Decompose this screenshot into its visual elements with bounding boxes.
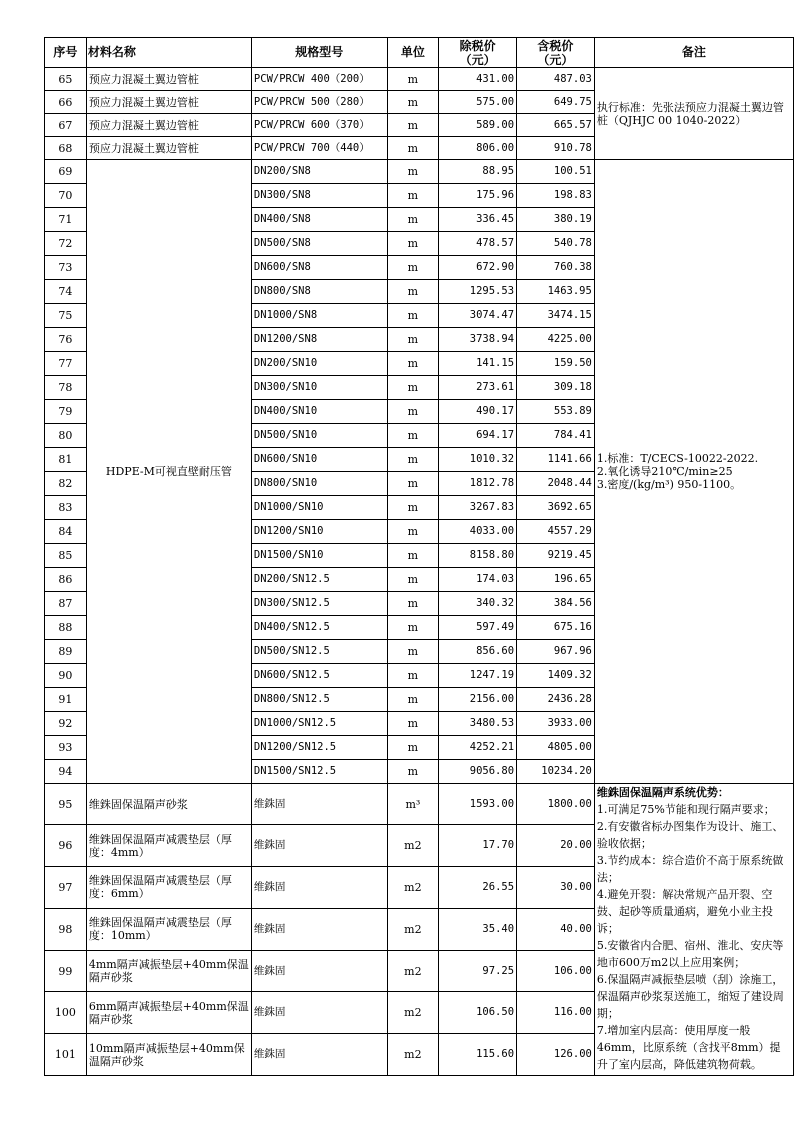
price-ex-tax: 88.95	[439, 160, 517, 184]
spec: DN200/SN10	[251, 352, 387, 376]
row-no: 85	[45, 544, 87, 568]
unit: m	[387, 376, 439, 400]
price-ex-tax: 3480.53	[439, 712, 517, 736]
unit: m2	[387, 867, 439, 909]
row-no: 87	[45, 592, 87, 616]
price-ex-tax: 1295.53	[439, 280, 517, 304]
header-price-inc	[517, 38, 595, 68]
spec: DN500/SN12.5	[251, 640, 387, 664]
spec: DN1200/SN8	[251, 328, 387, 352]
unit: m³	[387, 784, 439, 825]
unit: m	[387, 280, 439, 304]
spec: PCW/PRCW 500（280）	[251, 91, 387, 114]
price-inc-tax: 675.16	[517, 616, 595, 640]
row-no: 86	[45, 568, 87, 592]
spec: 维銖固	[251, 825, 387, 867]
header-spec: 规格型号	[251, 38, 387, 68]
spec: DN1200/SN12.5	[251, 736, 387, 760]
price-inc-tax: 4225.00	[517, 328, 595, 352]
unit: m	[387, 160, 439, 184]
unit: m	[387, 616, 439, 640]
material-name: 4mm隔声减振垫层+40mm保温隔声砂浆	[86, 950, 251, 992]
unit: m	[387, 400, 439, 424]
price-inc-tax: 784.41	[517, 424, 595, 448]
price-inc-tax: 198.83	[517, 184, 595, 208]
price-ex-tax: 575.00	[439, 91, 517, 114]
price-ex-tax: 8158.80	[439, 544, 517, 568]
price-inc-tax: 910.78	[517, 137, 595, 160]
material-name: 预应力混凝土翼边管桩	[86, 68, 251, 91]
price-inc-tax: 159.50	[517, 352, 595, 376]
price-ex-tax: 694.17	[439, 424, 517, 448]
price-ex-tax: 3267.83	[439, 496, 517, 520]
row-no: 75	[45, 304, 87, 328]
spec: 维銖固	[251, 784, 387, 825]
unit: m	[387, 568, 439, 592]
unit: m	[387, 688, 439, 712]
price-inc-tax: 126.00	[517, 1034, 595, 1076]
unit: m	[387, 472, 439, 496]
spec: DN600/SN8	[251, 256, 387, 280]
price-inc-tax: 540.78	[517, 232, 595, 256]
unit: m	[387, 496, 439, 520]
price-ex-tax: 1010.32	[439, 448, 517, 472]
spec: 维銖固	[251, 1034, 387, 1076]
group-c-body	[45, 784, 794, 1076]
price-ex-tax: 115.60	[439, 1034, 517, 1076]
spec: DN200/SN8	[251, 160, 387, 184]
group-c-note-body: 1.可满足75%节能和现行隔声要求； 2.有安徽省标办图集作为设计、施工、验收依据； 3.节约成本：综合造价不高于原系统做法； 4.避免开裂：解决常规产品开裂、空鼓、起砂等质量通病，避免小业主投诉； 5.安徽省内合肥、宿州、淮北、安庆等地市600万m2以上应用案例； 6.保温隔声减振垫层喷（刮）涂施工，保温隔声砂浆泵送施工，缩短了建设周期； 7.增加室内层高：使用厚度一般46mm，比原系统（含找平8mm）提升了室内层高，降低建筑物荷载。	[596, 803, 784, 1071]
spec: PCW/PRCW 600（370）	[251, 114, 387, 137]
spec: DN500/SN8	[251, 232, 387, 256]
row-no: 92	[45, 712, 87, 736]
spec: DN800/SN8	[251, 280, 387, 304]
row-no: 76	[45, 328, 87, 352]
row-no: 80	[45, 424, 87, 448]
unit: m2	[387, 825, 439, 867]
unit: m	[387, 424, 439, 448]
unit: m	[387, 232, 439, 256]
row-no: 96	[45, 825, 87, 867]
row-no: 99	[45, 950, 87, 992]
header-row	[45, 38, 794, 68]
material-name: 维銖固保温隔声减震垫层（厚度：4mm）	[86, 825, 251, 867]
price-inc-tax: 3692.65	[517, 496, 595, 520]
header-price-ex	[439, 38, 517, 68]
price-ex-tax: 3738.94	[439, 328, 517, 352]
group-a-body	[45, 68, 794, 160]
price-inc-tax: 196.65	[517, 568, 595, 592]
unit: m	[387, 304, 439, 328]
price-ex-tax: 141.15	[439, 352, 517, 376]
price-inc-tax: 665.57	[517, 114, 595, 137]
price-inc-tax: 106.00	[517, 950, 595, 992]
group-a-note: 执行标准：先张法预应力混凝土翼边管桩（QJHJC 00 1040-2022）	[594, 68, 793, 160]
row-no: 74	[45, 280, 87, 304]
header-name: 材料名称	[86, 38, 251, 68]
material-name: 10mm隔声减振垫层+40mm保温隔声砂浆	[86, 1034, 251, 1076]
price-inc-tax: 10234.20	[517, 760, 595, 784]
price-ex-tax: 431.00	[439, 68, 517, 91]
spec: DN1200/SN10	[251, 520, 387, 544]
unit: m	[387, 328, 439, 352]
material-name: 预应力混凝土翼边管桩	[86, 114, 251, 137]
header-price-ex-unit: （元）	[459, 52, 496, 67]
unit: m	[387, 544, 439, 568]
group-c-note	[594, 784, 793, 1076]
spec: 维銖固	[251, 908, 387, 950]
row-no: 82	[45, 472, 87, 496]
price-ex-tax: 597.49	[439, 616, 517, 640]
price-inc-tax: 1463.95	[517, 280, 595, 304]
price-ex-tax: 175.96	[439, 184, 517, 208]
row-no: 98	[45, 908, 87, 950]
price-ex-tax: 490.17	[439, 400, 517, 424]
price-inc-tax: 1141.66	[517, 448, 595, 472]
price-ex-tax: 174.03	[439, 568, 517, 592]
material-name: 维銖固保温隔声减震垫层（厚度：10mm）	[86, 908, 251, 950]
spec: DN200/SN12.5	[251, 568, 387, 592]
price-ex-tax: 2156.00	[439, 688, 517, 712]
price-inc-tax: 4805.00	[517, 736, 595, 760]
price-ex-tax: 106.50	[439, 992, 517, 1034]
material-name: 维銖固保温隔声砂浆	[86, 784, 251, 825]
price-inc-tax: 553.89	[517, 400, 595, 424]
unit: m2	[387, 1034, 439, 1076]
material-name: HDPE-M可视直壁耐压管	[86, 160, 251, 784]
price-inc-tax: 3933.00	[517, 712, 595, 736]
row-no: 83	[45, 496, 87, 520]
price-inc-tax: 2048.44	[517, 472, 595, 496]
group-b-note: 1.标准：T/CECS-10022-2022. 2.氧化诱导210℃/min≥25 3.密度/(kg/m³) 950-1100。	[594, 160, 793, 784]
row-no: 95	[45, 784, 87, 825]
price-inc-tax: 649.75	[517, 91, 595, 114]
spec: DN300/SN12.5	[251, 592, 387, 616]
header-unit: 单位	[387, 38, 439, 68]
header-price-inc-label: 含税价	[537, 38, 574, 53]
row-no: 66	[45, 91, 87, 114]
row-no: 79	[45, 400, 87, 424]
price-inc-tax: 2436.28	[517, 688, 595, 712]
price-ex-tax: 340.32	[439, 592, 517, 616]
spec: DN600/SN12.5	[251, 664, 387, 688]
unit: m	[387, 68, 439, 91]
spec: DN1500/SN10	[251, 544, 387, 568]
price-inc-tax: 30.00	[517, 867, 595, 909]
row-no: 81	[45, 448, 87, 472]
row-no: 94	[45, 760, 87, 784]
row-no: 89	[45, 640, 87, 664]
price-inc-tax: 100.51	[517, 160, 595, 184]
price-ex-tax: 35.40	[439, 908, 517, 950]
price-inc-tax: 309.18	[517, 376, 595, 400]
row-no: 68	[45, 137, 87, 160]
price-ex-tax: 17.70	[439, 825, 517, 867]
unit: m	[387, 352, 439, 376]
spec: DN400/SN12.5	[251, 616, 387, 640]
row-no: 71	[45, 208, 87, 232]
unit: m2	[387, 992, 439, 1034]
unit: m	[387, 137, 439, 160]
spec: 维銖固	[251, 992, 387, 1034]
header-price-inc-unit: （元）	[537, 52, 574, 67]
spec: 维銖固	[251, 867, 387, 909]
row-no: 88	[45, 616, 87, 640]
spec: PCW/PRCW 700（440）	[251, 137, 387, 160]
price-ex-tax: 1247.19	[439, 664, 517, 688]
row-no: 67	[45, 114, 87, 137]
spec: PCW/PRCW 400（200）	[251, 68, 387, 91]
row-no: 97	[45, 867, 87, 909]
price-inc-tax: 3474.15	[517, 304, 595, 328]
price-ex-tax: 856.60	[439, 640, 517, 664]
row-no: 78	[45, 376, 87, 400]
price-ex-tax: 589.00	[439, 114, 517, 137]
spec: DN400/SN10	[251, 400, 387, 424]
row-no: 77	[45, 352, 87, 376]
price-ex-tax: 1812.78	[439, 472, 517, 496]
price-ex-tax: 273.61	[439, 376, 517, 400]
unit: m	[387, 208, 439, 232]
spec: DN600/SN10	[251, 448, 387, 472]
row-no: 70	[45, 184, 87, 208]
row-no: 100	[45, 992, 87, 1034]
group-c-note-title: 维銖固保温隔声系统优势：	[596, 786, 729, 799]
unit: m	[387, 664, 439, 688]
row-no: 72	[45, 232, 87, 256]
unit: m	[387, 91, 439, 114]
price-inc-tax: 967.96	[517, 640, 595, 664]
unit: m	[387, 256, 439, 280]
unit: m	[387, 592, 439, 616]
group-c-note-clip	[597, 784, 791, 1075]
group-b-body	[45, 160, 794, 784]
spec: DN1000/SN8	[251, 304, 387, 328]
row-no: 101	[45, 1034, 87, 1076]
price-ex-tax: 336.45	[439, 208, 517, 232]
price-inc-tax: 4557.29	[517, 520, 595, 544]
spec: DN400/SN8	[251, 208, 387, 232]
row-no: 69	[45, 160, 87, 184]
price-inc-tax: 380.19	[517, 208, 595, 232]
price-inc-tax: 487.03	[517, 68, 595, 91]
spec: DN500/SN10	[251, 424, 387, 448]
unit: m	[387, 114, 439, 137]
spec: DN300/SN10	[251, 376, 387, 400]
price-inc-tax: 760.38	[517, 256, 595, 280]
row-no: 93	[45, 736, 87, 760]
spec: DN1000/SN10	[251, 496, 387, 520]
unit: m2	[387, 950, 439, 992]
price-ex-tax: 1593.00	[439, 784, 517, 825]
price-ex-tax: 4033.00	[439, 520, 517, 544]
unit: m	[387, 520, 439, 544]
spec: DN800/SN10	[251, 472, 387, 496]
price-ex-tax: 478.57	[439, 232, 517, 256]
unit: m	[387, 760, 439, 784]
price-ex-tax: 97.25	[439, 950, 517, 992]
price-inc-tax: 384.56	[517, 592, 595, 616]
row-no: 84	[45, 520, 87, 544]
row-no: 90	[45, 664, 87, 688]
price-ex-tax: 3074.47	[439, 304, 517, 328]
price-inc-tax: 40.00	[517, 908, 595, 950]
material-name: 6mm隔声减振垫层+40mm保温隔声砂浆	[86, 992, 251, 1034]
price-ex-tax: 26.55	[439, 867, 517, 909]
spec: DN1500/SN12.5	[251, 760, 387, 784]
spec: DN800/SN12.5	[251, 688, 387, 712]
price-inc-tax: 1800.00	[517, 784, 595, 825]
unit: m	[387, 184, 439, 208]
unit: m	[387, 736, 439, 760]
row-no: 73	[45, 256, 87, 280]
spec: 维銖固	[251, 950, 387, 992]
table-row	[45, 784, 794, 825]
price-table	[44, 37, 794, 1076]
price-inc-tax: 9219.45	[517, 544, 595, 568]
material-name: 预应力混凝土翼边管桩	[86, 137, 251, 160]
row-no: 65	[45, 68, 87, 91]
unit: m	[387, 448, 439, 472]
table-row	[45, 160, 794, 184]
table-row	[45, 68, 794, 91]
header-note: 备注	[594, 38, 793, 68]
unit: m	[387, 640, 439, 664]
price-inc-tax: 20.00	[517, 825, 595, 867]
material-name: 维銖固保温隔声减震垫层（厚度：6mm）	[86, 867, 251, 909]
price-ex-tax: 806.00	[439, 137, 517, 160]
price-inc-tax: 1409.32	[517, 664, 595, 688]
price-inc-tax: 116.00	[517, 992, 595, 1034]
unit: m2	[387, 908, 439, 950]
spec: DN300/SN8	[251, 184, 387, 208]
price-ex-tax: 4252.21	[439, 736, 517, 760]
unit: m	[387, 712, 439, 736]
material-name: 预应力混凝土翼边管桩	[86, 91, 251, 114]
header-no: 序号	[45, 38, 87, 68]
price-ex-tax: 672.90	[439, 256, 517, 280]
header-price-ex-label: 除税价	[459, 38, 496, 53]
price-ex-tax: 9056.80	[439, 760, 517, 784]
row-no: 91	[45, 688, 87, 712]
spec: DN1000/SN12.5	[251, 712, 387, 736]
